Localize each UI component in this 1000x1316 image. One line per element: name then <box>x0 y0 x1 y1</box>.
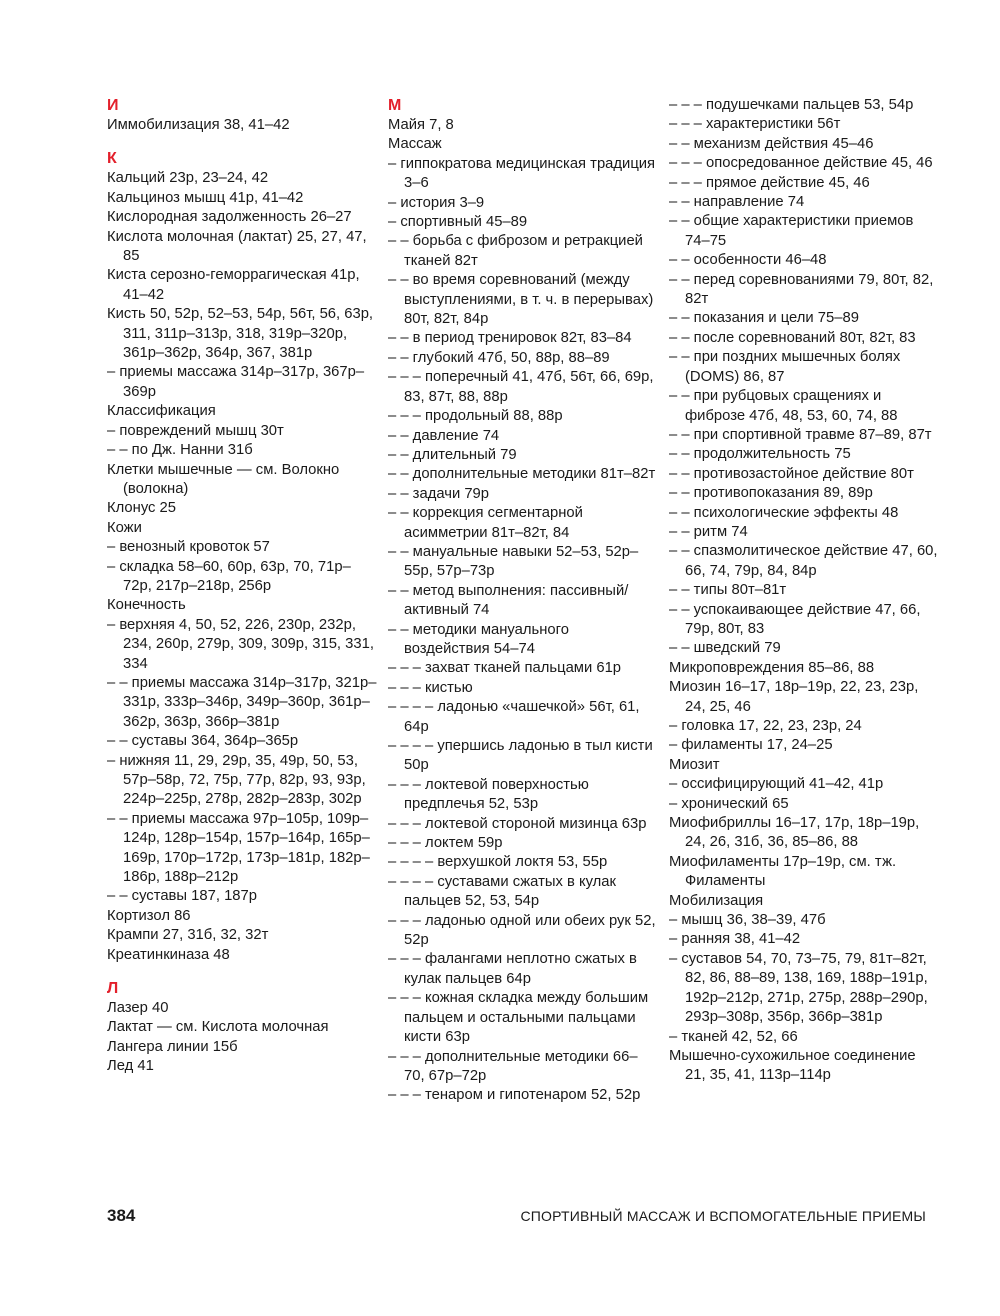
index-entry: – повреждений мышц 30т <box>107 422 284 439</box>
index-entry: – – – фалангами неплотно сжатых в кулак пальцев 64р <box>388 951 637 987</box>
index-entry: – – особенности 46–48 <box>669 252 827 269</box>
index-entry: – – показания и цели 75–89 <box>669 310 859 327</box>
index-entry: – спортивный 45–89 <box>388 214 528 231</box>
index-entry: – – после соревнований 80т, 82т, 83 <box>669 329 916 346</box>
index-entry: – – – тенаром и гипотенаром 52, 52р <box>388 1087 641 1104</box>
index-entry: – тканей 42, 52, 66 <box>669 1028 798 1045</box>
index-entry: – – общие характеристики приемов 74–75 <box>669 213 914 249</box>
index-entry: Клонус 25 <box>107 500 177 517</box>
index-entry: Крампи 27, 31б, 32, 32т <box>107 927 269 944</box>
index-entry: Массаж <box>388 136 442 153</box>
index-entry: – – – – ладонью «чашечкой» 56т, 61, 64р <box>388 699 640 735</box>
index-entry: – – – дополнительные методики 66–70, 67р–72р <box>388 1048 638 1084</box>
index-entry: – хронический 65 <box>669 795 789 812</box>
index-entry: – филаменты 17, 24–25 <box>669 737 833 754</box>
index-entry: Лактат — см. Кислота молочная <box>107 1019 329 1036</box>
index-entry: – – – продольный 88, 88р <box>388 408 563 425</box>
index-entry: – – давление 74 <box>388 427 500 444</box>
index-entry: – – – прямое действие 45, 46 <box>669 174 870 191</box>
index-entry: – – методики мануального воздействия 54–74 <box>388 621 569 657</box>
index-entry: – – в период тренировок 82т, 83–84 <box>388 330 632 347</box>
index-entry: – – направление 74 <box>669 194 805 211</box>
index-entry: – – приемы массажа 314р–317р, 321р–331р, 333р–346р, 349р–360р, 361р–362р, 363р, 366р–381р <box>107 674 377 730</box>
index-entry: – – – кожная складка между большим пальцем и остальными пальцами кисти 63р <box>388 990 649 1046</box>
index-entry: – мышц 36, 38–39, 47б <box>669 912 826 929</box>
index-entry: – – – кистью <box>388 679 473 696</box>
index-entry: Лед 41 <box>107 1058 154 1075</box>
section-letter: Л <box>107 980 119 998</box>
index-entry: – складка 58–60, 60р, 63р, 70, 71р–72р, 217р–218р, 256р <box>107 558 351 594</box>
index-entry: Миофиламенты 17р–19р, см. тж. Филаменты <box>669 853 897 890</box>
index-entry: – верхняя 4, 50, 52, 226, 230р, 232р, 234, 260р, 279р, 309, 309р, 315, 331, 334 <box>107 616 374 672</box>
index-entry: Кислота молочная (лактат) 25, 27, 47, 85 <box>107 228 367 265</box>
index-entry: – – – – упершись ладонью в тыл кисти 50р <box>388 738 653 774</box>
index-entry: – – – подушечками пальцев 53, 54р <box>669 97 914 113</box>
index-entry: – – типы 80т–81т <box>669 582 787 599</box>
index-entry: Миофибриллы 16–17, 17р, 18р–19р, 24, 26, 31б, 36, 85–86, 88 <box>669 815 920 851</box>
index-entry: Лангера линии 15б <box>107 1038 238 1055</box>
index-entry: Конечность <box>107 597 186 614</box>
index-entry: Кислородная задолженность 26–27 <box>107 209 352 226</box>
index-entry: – – – локтевой стороной мизинца 63р <box>388 815 647 832</box>
index-entry: – – – локтем 59р <box>388 835 503 852</box>
index-entry: – – – опосредованное действие 45, 46 <box>669 155 933 172</box>
index-column-3 <box>669 96 939 1086</box>
index-entry: – – – – суставами сжатых в кулак пальцев 52, 53, 54р <box>388 873 617 910</box>
index-entry: Микроповреждения 85–86, 88 <box>669 659 875 676</box>
index-entry: – оссифицирующий 41–42, 41р <box>669 776 884 793</box>
index-entry: – история 3–9 <box>388 194 485 211</box>
index-entry: – – – ладонью одной или обеих рук 52, 52р <box>388 912 656 949</box>
index-entry: – – борьба с фиброзом и ретракцией тканей 82т <box>388 233 643 269</box>
index-entry: – – мануальные навыки 52–53, 52р–55р, 57р–73р <box>388 543 639 580</box>
index-entry: – венозный кровоток 57 <box>107 539 270 556</box>
running-title: СПОРТИВНЫЙ МАССАЖ И ВСПОМОГАТЕЛЬНЫЕ ПРИЕМЫ <box>520 1208 926 1224</box>
index-entry: – – – поперечный 41, 47б, 56т, 66, 69р, 83, 87т, 88, 88р <box>388 369 654 405</box>
index-entry: – – коррекция сегментарной асимметрии 81т–82т, 84 <box>388 505 583 541</box>
index-entry: – – дополнительные методики 81т–82т <box>388 466 656 483</box>
index-entry: – приемы массажа 314р–317р, 367р–369р <box>107 364 365 400</box>
index-entry: – – – характеристики 56т <box>669 116 841 133</box>
index-entry: Кальций 23р, 23–24, 42 <box>107 170 269 187</box>
index-column-2 <box>388 96 658 1106</box>
section-letter: И <box>107 97 119 114</box>
index-entry: Иммобилизация 38, 41–42 <box>107 117 290 133</box>
index-entry: – ранняя 38, 41–42 <box>669 931 801 948</box>
index-entry: – – перед соревнованиями 79, 80т, 82, 82т <box>669 271 934 308</box>
index-entry: – – суставы 187, 187р <box>107 888 257 905</box>
index-entry: Миозит <box>669 756 720 773</box>
index-entry: – – – локтевой поверхностью предплечья 52, 53р <box>388 776 589 813</box>
index-entry: – – приемы массажа 97р–105р, 109р–124р, 128р–154р, 157р–164р, 165р–169р, 170р–172р, 173р–181р, 182р–186р, 188р–212р <box>107 810 370 886</box>
index-entry: Мышечно-сухожильное соединение 21, 35, 41, 113р–114р <box>669 1047 916 1084</box>
index-entry: – – при поздних мышечных болях (DOMS) 86, 87 <box>669 349 901 385</box>
index-entry: – – продолжительность 75 <box>669 446 851 463</box>
index-entry: – – при рубцовых сращениях и фиброзе 47б, 48, 53, 60, 74, 88 <box>669 388 898 424</box>
index-entry: – – при спортивной травме 87–89, 87т <box>669 426 932 443</box>
index-entry: – – психологические эффекты 48 <box>669 504 899 521</box>
index-entry: Майя 7, 8 <box>388 117 454 133</box>
index-entry: Кожи <box>107 519 142 536</box>
page-number: 384 <box>107 1206 136 1225</box>
page-footer <box>107 1206 926 1230</box>
index-entry: – – во время соревнований (между выступлениями, в т. ч. в перерывах) 80т, 82т, 84р <box>388 272 654 328</box>
index-entry: – суставов 54, 70, 73–75, 79, 81т–82т, 82, 86, 88–89, 138, 169, 188р–191р, 192р–212р, 271р, 275р, 288р–290р, 293р–308р, 356р, 366р–381р <box>669 950 928 1026</box>
index-entry: Мобилизация <box>669 892 764 909</box>
index-entry: Кисть 50, 52р, 52–53, 54р, 56т, 56, 63р, 311, 311р–313р, 318, 319р–320р, 361р–362р, 364р, 367, 381р <box>107 306 374 362</box>
index-entry: – – по Дж. Нанни 31б <box>107 442 253 459</box>
index-entry: – – – захват тканей пальцами 61р <box>388 660 622 677</box>
index-entry: – – глубокий 47б, 50, 88р, 88–89 <box>388 349 610 366</box>
index-entry: Лазер 40 <box>107 1000 169 1017</box>
index-entry: Клетки мышечные — см. Волокно (волокна) <box>107 461 340 497</box>
index-entry: – – длительный 79 <box>388 446 517 463</box>
section-gap <box>107 965 377 979</box>
index-entry: – – ритм 74 <box>669 523 748 540</box>
index-entry: – – спазмолитическое действие 47, 60, 66, 74, 79р, 84, 84р <box>669 543 938 579</box>
index-entry: – – успокаивающее действие 47, 66, 79р, 80т, 83 <box>669 601 921 637</box>
index-entry: Классификация <box>107 403 216 420</box>
index-entry: – гиппократова медицинская традиция 3–6 <box>388 155 656 192</box>
index-entry: Креатинкиназа 48 <box>107 946 230 963</box>
index-entry: – – суставы 364, 364р–365р <box>107 733 299 750</box>
index-entry: – – – – верхушкой локтя 53, 55р <box>388 854 608 871</box>
index-entry: – нижняя 11, 29, 29р, 35, 49р, 50, 53, 57р–58р, 72, 75р, 77р, 82р, 93, 93р, 224р–225р, 278р, 282р–283р, 302р <box>107 752 366 808</box>
index-entry: Кортизол 86 <box>107 907 191 924</box>
section-letter: К <box>107 150 117 168</box>
index-entry: – – противозастойное действие 80т <box>669 465 914 482</box>
index-column-1 <box>107 96 377 1077</box>
index-entry: Кальциноз мышц 41р, 41–42 <box>107 189 304 206</box>
index-entry: – – задачи 79р <box>388 485 490 502</box>
section-gap <box>107 135 377 149</box>
index-entry: – – механизм действия 45–46 <box>669 135 874 152</box>
index-entry: – головка 17, 22, 23, 23р, 24 <box>669 718 862 734</box>
index-entry: – – метод выполнения: пассивный/активный 74 <box>388 582 629 619</box>
index-entry: Киста серозно-геморрагическая 41р, 41–42 <box>107 267 360 303</box>
index-entry: – – шведский 79 <box>669 640 781 657</box>
index-entry: – – противопоказания 89, 89р <box>669 485 873 502</box>
section-letter: М <box>388 97 402 114</box>
index-entry: Миозин 16–17, 18р–19р, 22, 23, 23р, 24, 25, 46 <box>669 679 919 715</box>
